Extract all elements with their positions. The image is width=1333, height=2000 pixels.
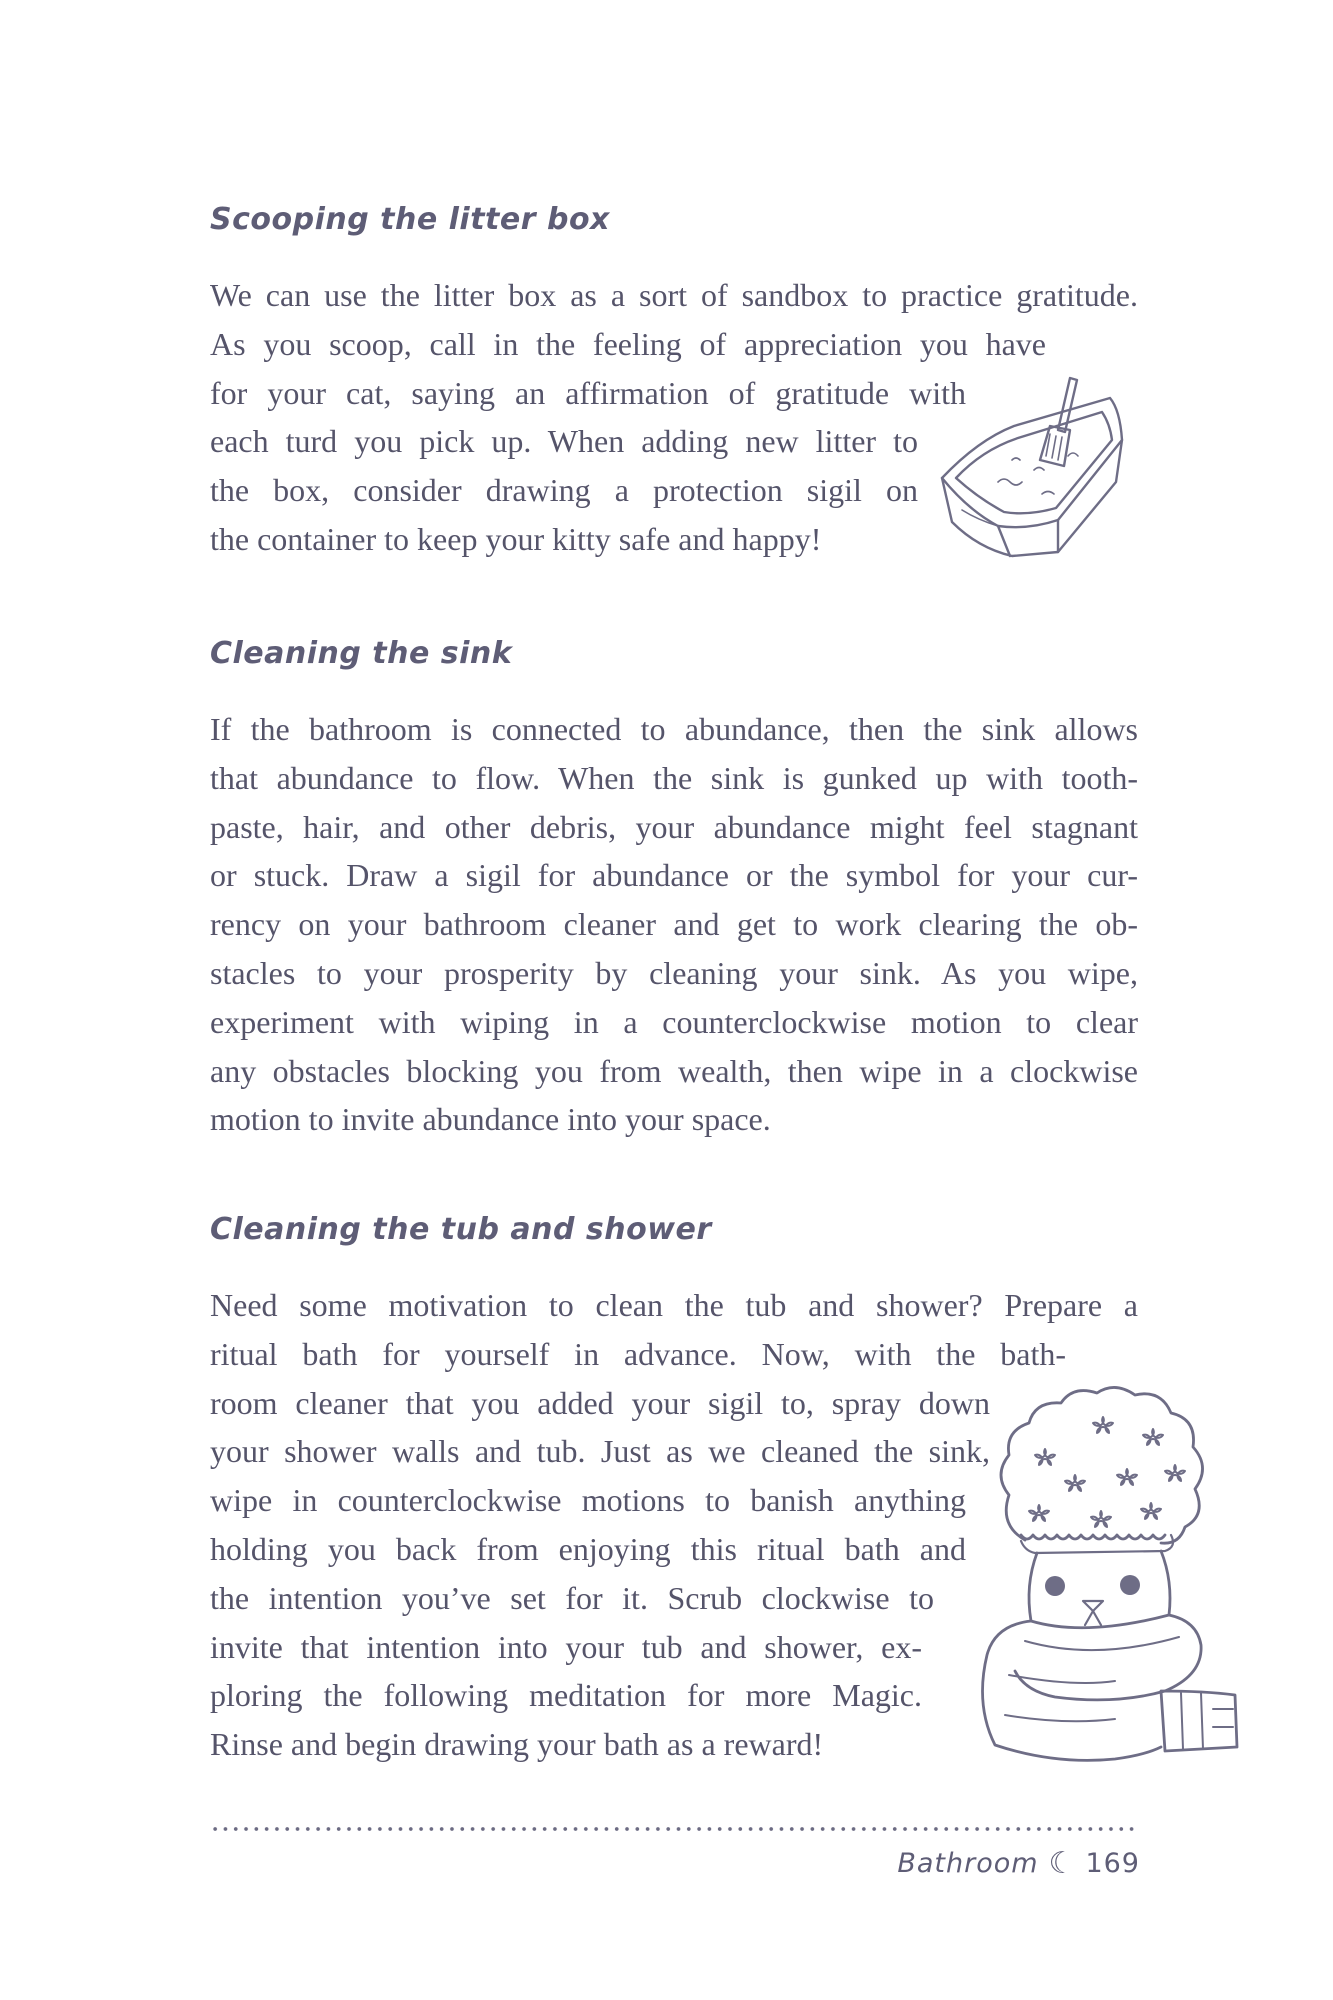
paragraph-sink <box>210 705 1138 1144</box>
crescent-moon-icon: ☾ <box>1048 1846 1076 1881</box>
footer-dotted-rule <box>210 1826 1138 1832</box>
text-line: the container to keep your kitty safe and happy! <box>210 520 822 557</box>
text-line: paste, hair, and other debris, your abundance might feel stagnant <box>210 808 1138 845</box>
text-line: room cleaner that you added your sigil to, spray down <box>210 1384 990 1421</box>
running-footer <box>897 1846 1140 1881</box>
heading-cleaning-sink: Cleaning the sink <box>210 636 513 671</box>
text-line: that abundance to flow. When the sink is gunked up with tooth- <box>210 759 1138 796</box>
text-line: ritual bath for yourself in advance. Now, with the bath- <box>210 1335 1066 1372</box>
text-line: the box, consider drawing a protection sigil on <box>210 472 918 509</box>
text-line: or stuck. Draw a sigil for abundance or the symbol for your cur- <box>210 857 1138 894</box>
text-line: If the bathroom is connected to abundance, then the sink allows <box>210 711 1138 747</box>
text-line: for your cat, saying an affirmation of gratitude with <box>210 374 966 411</box>
text-line: We can use the litter box as a sort of sandbox to practice gratitude. <box>210 277 1138 313</box>
text-line: motion to invite abundance into your space. <box>210 1101 771 1138</box>
text-line: stacles to your prosperity by cleaning your sink. As you wipe, <box>210 954 1138 991</box>
text-line: As you scoop, call in the feeling of appreciation you have <box>210 325 1046 362</box>
text-line: invite that intention into your tub and shower, ex- <box>210 1628 922 1665</box>
cat-shower-cap-illustration <box>965 1375 1245 1775</box>
text-line: the intention you’ve set for it. Scrub clockwise to <box>210 1579 934 1616</box>
heading-cleaning-tub-shower: Cleaning the tub and shower <box>210 1212 712 1247</box>
text-line: any obstacles blocking you from wealth, then wipe in a clockwise <box>210 1052 1138 1089</box>
text-line: holding you back from enjoying this ritual bath and <box>210 1530 966 1567</box>
text-line: Need some motivation to clean the tub and shower? Prepare a <box>210 1287 1138 1323</box>
footer-section-title: Bathroom <box>897 1848 1039 1879</box>
text-line: rency on your bathroom cleaner and get to work clearing the ob- <box>210 906 1138 943</box>
text-line: your shower walls and tub. Just as we cleaned the sink, <box>210 1433 990 1470</box>
text-line: ploring the following meditation for more Magic. <box>210 1677 922 1714</box>
litter-box-illustration <box>938 370 1138 570</box>
text-line: experiment with wiping in a counterclockwise motion to clear <box>210 1003 1138 1040</box>
text-line: each turd you pick up. When adding new litter to <box>210 423 918 460</box>
page-number: 169 <box>1085 1848 1140 1879</box>
text-line: wipe in counterclockwise motions to banish anything <box>210 1482 966 1519</box>
text-line: Rinse and begin drawing your bath as a reward! <box>210 1726 824 1763</box>
heading-scooping-litter-box: Scooping the litter box <box>210 202 610 237</box>
